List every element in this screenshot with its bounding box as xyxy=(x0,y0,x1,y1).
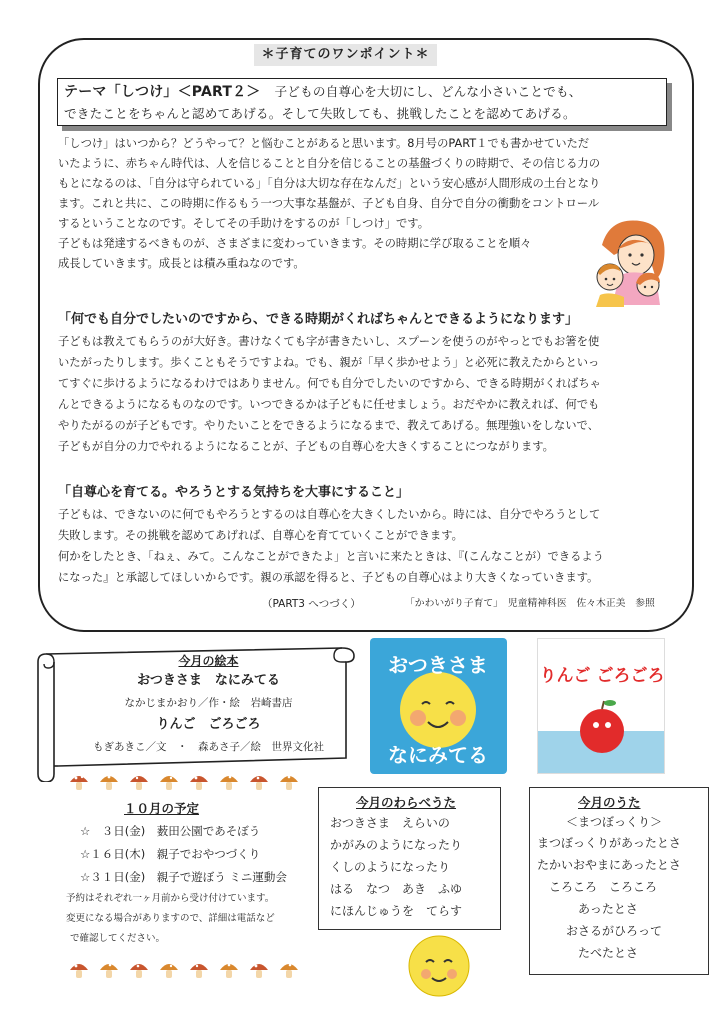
mushroom-icon xyxy=(188,958,210,980)
book-cover-ringo xyxy=(537,638,665,774)
body1-line: てすぐに歩けるようになるわけではありません。何でも自分でしたいのですから、できる時期がくればちゃ xyxy=(58,377,601,390)
warabeuta-line: はる なつ あき ふゆ xyxy=(330,882,463,896)
heading-2: 「自尊心を育てる。やろうとする気持ちを大事にすること」 xyxy=(58,485,410,500)
body2-line: になった』と承認してほしいからです。親の承認を得ると、子どもの自尊心はより大きくなっていきます。 xyxy=(58,571,599,584)
picture-book-title: 今月の絵本 xyxy=(178,654,239,668)
theme-line-1: 子どもの自尊心を大切にし、どんな小さいことでも、 xyxy=(274,84,582,99)
intro-line: 子どもは発達するべきものが、さまざまに変わっていきます。その時期に学び取ることを順々 xyxy=(58,237,532,250)
mushroom-icon xyxy=(158,958,180,980)
warabeuta-title: 今月のわらべうた xyxy=(356,795,457,810)
uta-line: ころころ ころころ xyxy=(549,880,658,894)
schedule-item: ☆３１日(金) 親子で遊ぼう ミニ運動会 xyxy=(80,870,287,884)
mushroom-icon xyxy=(278,958,300,980)
intro-line: ます。これと共に、この時期に作るもう一つ大事な基盤が、子ども自身、自分で自分の衝動をコントロール xyxy=(58,197,600,210)
schedule-note: 変更になる場合がありますので、詳細は電話など xyxy=(66,913,275,924)
theme-line-2: できたことをちゃんと認めてあげる。そして失敗しても、挑戦したことを認めてあげる。 xyxy=(64,106,576,121)
mushroom-icon xyxy=(248,958,270,980)
theme-box xyxy=(57,78,667,126)
body1-line: やりたがるのが子どもです。やりたいことをできるようになるまで、教えてあげる。無理強いをしないで、 xyxy=(58,419,599,432)
mushroom-icon xyxy=(128,770,150,792)
intro-line: いたように、赤ちゃん時代は、人を信じることと自分を信じることの基盤づくりの時期で、その信じる力の xyxy=(58,157,601,170)
body1-line: いたがったりします。歩くこともそうですよね。でも、親が「早く歩かせよう」と必死に教えたからといっ xyxy=(58,356,600,369)
body2-line: 何かをしたとき、「ねぇ、みて。こんなことができたよ」と言いに来たときは、『(こんなことが）できるよう xyxy=(58,550,604,563)
mushroom-icon xyxy=(68,958,90,980)
book2-title: りんご ごろごろ xyxy=(156,717,261,732)
body1-line: 子どもが自分の力でやれるようになることが、子どもの自尊心を大きくすることにつながります。 xyxy=(58,440,554,453)
mushroom-icon xyxy=(188,770,210,792)
uta-line: ＜まつぼっくり＞ xyxy=(566,815,663,829)
theme-title: テーマ「しつけ」＜PART２＞ xyxy=(64,84,261,100)
mushroom-icon xyxy=(98,958,120,980)
heading-1: 「何でも自分でしたいのですから、できる時期がくればちゃんとできるようになります」 xyxy=(58,312,579,327)
cover1-title-top: おつきさま xyxy=(388,653,488,677)
intro-line: 「しつけ」はいつから？どうやって？と悩むことがあると思います。8月号のPART１でも書かせていただ xyxy=(58,137,590,150)
book-cover-otsukisama xyxy=(370,638,507,774)
warabeuta-line: かがみのようになったり xyxy=(330,838,463,852)
schedule-note: 予約はそれぞれ一ヶ月前から受け付けています。 xyxy=(66,893,275,904)
mushroom-icon xyxy=(128,958,150,980)
uta-line: あったとさ xyxy=(578,902,638,916)
intro-line: もとになるのは、「自分は守られている」「自分は大切な存在なんだ」という安心感が人間形成の土台となり xyxy=(58,177,601,190)
body2-line: 失敗します。その挑戦を認めてあげれば、自尊心を育てていくことができます。 xyxy=(58,529,463,542)
uta-line: まつぼっくりがあったとさ xyxy=(537,836,681,850)
warabeuta-line: おつきさま えらいの xyxy=(330,816,450,830)
schedule-title: １０月の予定 xyxy=(124,801,200,816)
body1-line: んとできるようになるものなのです。いつできるかは子どもに任せましょう。おだやかに教えれば、何でも xyxy=(58,398,600,411)
mushroom-icon xyxy=(98,770,120,792)
intro-line: するということなのです。そしてその手助けをするのが「しつけ」です。 xyxy=(58,217,429,230)
schedule-item: ☆１６日(木) 親子でおやつづくり xyxy=(80,847,261,861)
mushroom-icon xyxy=(158,770,180,792)
uta-line: たかいおやまにあったとさ xyxy=(537,858,681,872)
mushroom-icon xyxy=(218,770,240,792)
cover1-title-bottom: なにみてる xyxy=(388,743,488,767)
mushroom-row-bottom xyxy=(68,958,300,980)
mushroom-icon xyxy=(248,770,270,792)
cover2-title: りんご ごろごろ xyxy=(539,666,665,686)
schedule-item: ☆ ３日(金) 薮田公園であそぼう xyxy=(80,824,261,838)
continued-note: （PART3 へつづく） xyxy=(262,598,361,610)
book1-credit: なかじまかおり／作・絵 岩崎書店 xyxy=(124,697,293,709)
uta-title: 今月のうた xyxy=(578,795,641,810)
uta-line: おさるがひろって xyxy=(566,924,663,938)
mushroom-icon xyxy=(278,770,300,792)
smiling-moon-icon xyxy=(404,930,474,1000)
body2-line: 子どもは、できないのに何でもやろうとするのは自尊心を大きくしたいから。時には、自分でやろうとして xyxy=(58,508,601,521)
section-title: ＊子育てのワンポイント＊ xyxy=(254,44,437,66)
warabeuta-line: くしのようになったり xyxy=(330,860,451,874)
mushroom-icon xyxy=(68,770,90,792)
intro-line: 成長していきます。成長とは積み重ねなのです。 xyxy=(58,257,305,270)
book2-credit: もぎあきこ／文 ・ 森あさ子／絵 世界文化社 xyxy=(93,741,324,753)
warabeuta-line: にほんじゅうを てらす xyxy=(330,904,463,918)
book1-title: おつきさま なにみてる xyxy=(137,673,280,688)
body1-line: 子どもは教えてもらうのが大好き。書けなくても字が書きたいし、スプーンを使うのがやっとでもお箸を使 xyxy=(58,335,600,348)
uta-line: たべたとさ xyxy=(578,946,639,960)
mushroom-icon xyxy=(218,958,240,980)
source-credit: 「かわいがり子育て」 児童精神科医 佐々木正美 参照 xyxy=(405,598,655,609)
schedule-note: で確認してください。 xyxy=(70,933,166,944)
mushroom-row-top xyxy=(68,770,300,792)
mother-children-illustration xyxy=(590,215,672,307)
